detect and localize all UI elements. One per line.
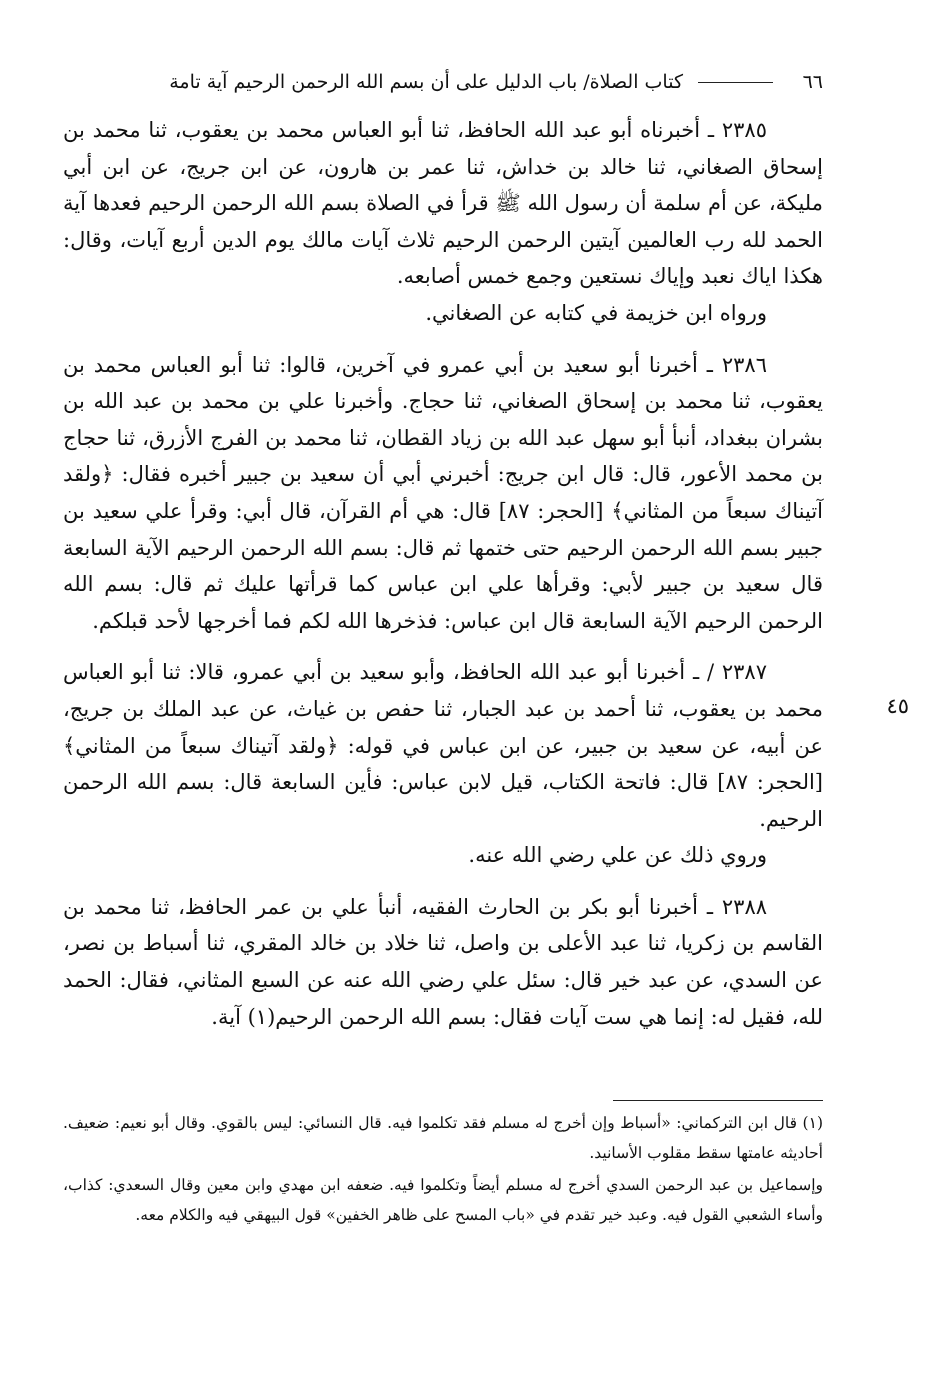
running-header <box>60 62 823 102</box>
chapter-title: كتاب الصلاة/ باب الدليل على أن بسم الله الرحمن الرحيم آية تامة <box>169 71 683 93</box>
footnote-1-continued: وإسماعيل بن عبد الرحمن السدي أخرج له مسلم أيضاً وتكلموا فيه. ضعفه ابن مهدي وابن معين وقال السعدي: كذاب، وأساء الشعبي القول فيه. وعبد خير تقدم في «باب المسح على ظاهر الخفين» قول البيهقي فيه والكلام معه. <box>63 1176 823 1224</box>
hadith-2388: ٢٣٨٨ ـ أخبرنا أبو بكر بن الحارث الفقيه، أنبأ علي بن عمر الحافظ، ثنا محمد بن القاسم بن زكريا، ثنا عبد الأعلى بن واصل، ثنا خلاد بن خالد المقري، ثنا أسباط بن نصر، عن السدي، عن عبد خير قال: سئل علي رضي الله عنه عن السبع المثاني، فقال: الحمد لله، فقيل له: إنما هي ست آيات فقال: بسم الله الرحمن الرحيم(١) آية. <box>63 894 823 1029</box>
margin-page-marker: ٤٥ <box>886 694 909 718</box>
narration-note-ibn-khuzaymah: ورواه ابن خزيمة في كتابه عن الصغاني. <box>425 300 767 325</box>
footnote-separator <box>613 1100 823 1101</box>
page-number: ٦٦ <box>802 71 823 93</box>
header-rule <box>698 82 773 83</box>
hadith-2385: ٢٣٨٥ ـ أخبرناه أبو عبد الله الحافظ، ثنا أبو العباس محمد بن يعقوب، ثنا محمد بن إسحاق الصغاني، ثنا خالد بن خداش، ثنا عمر بن هارون، عن ابن جريج، عن ابن أبي مليكة، عن أم سلمة أن رسول الله ﷺ قرأ في الصلاة بسم الله الرحمن الرحيم فعدها آية الحمد لله رب العالمين آيتين الرحمن الرحيم ثلاث آيات مالك يوم الدين أربع آيات، وقال: هكذا اياك نعبد وإياك نستعين وجمع خمس أصابعه. <box>63 118 823 289</box>
narration-note-ali: وروي ذلك عن علي رضي الله عنه. <box>468 843 767 868</box>
footnotes <box>63 1108 823 1232</box>
main-text <box>63 112 823 1050</box>
hadith-2387: ٢٣٨٧ / ـ أخبرنا أبو عبد الله الحافظ، وأبو سعيد بن أبي عمرو، قالا: ثنا أبو العباس محمد بن يعقوب، ثنا أحمد بن عبد الجبار، ثنا حفص بن غياث، عن عبد الملك بن جريج، عن أبيه، عن سعيد بن جبير، عن ابن عباس في قوله: ﴿ولقد آتيناك سبعاً من المثاني﴾ [الحجر: ٨٧] قال: فاتحة الكتاب، قيل لابن عباس: فأين السابعة قال: بسم الله الرحمن الرحيم. <box>63 660 824 831</box>
footnote-1: (١) قال ابن التركماني: «أسباط وإن أخرج له مسلم فقد تكلموا فيه. قال النسائي: ليس بالقوي. وقال أبو نعيم: ضعيف. أحاديثه عامتها سقط مقلوب الأسانيد. <box>63 1114 823 1162</box>
hadith-2386: ٢٣٨٦ ـ أخبرنا أبو سعيد بن أبي عمرو في آخرين، قالوا: ثنا أبو العباس محمد بن يعقوب، ثنا محمد بن إسحاق الصغاني، ثنا حجاج. وأخبرنا علي بن محمد بن عبد الله بن بشران ببغداد، أنبأ أبو سهل عبد الله بن زياد القطان، ثنا محمد بن الفرج الأزرق، ثنا حجاج بن محمد الأعور، قال: قال ابن جريج: أخبرني أبي أن سعيد بن جبير أخبره فقال: ﴿ولقد آتيناك سبعاً من المثاني﴾ [الحجر: ٨٧] قال: هي أم القرآن، قال أبي: وقرأ علي سعيد بن جبير بسم الله الرحمن الرحيم حتى ختمها ثم قال: بسم الله الرحمن الرحيم الآية السابعة قال سعيد بن جبير لأبي: وقرأها علي ابن عباس كما قرأتها عليك ثم قال: بسم الله الرحمن الرحيم الآية السابعة قال ابن عباس: فذخرها الله لكم فما أخرجها لأحد قبلكم. <box>63 352 823 633</box>
